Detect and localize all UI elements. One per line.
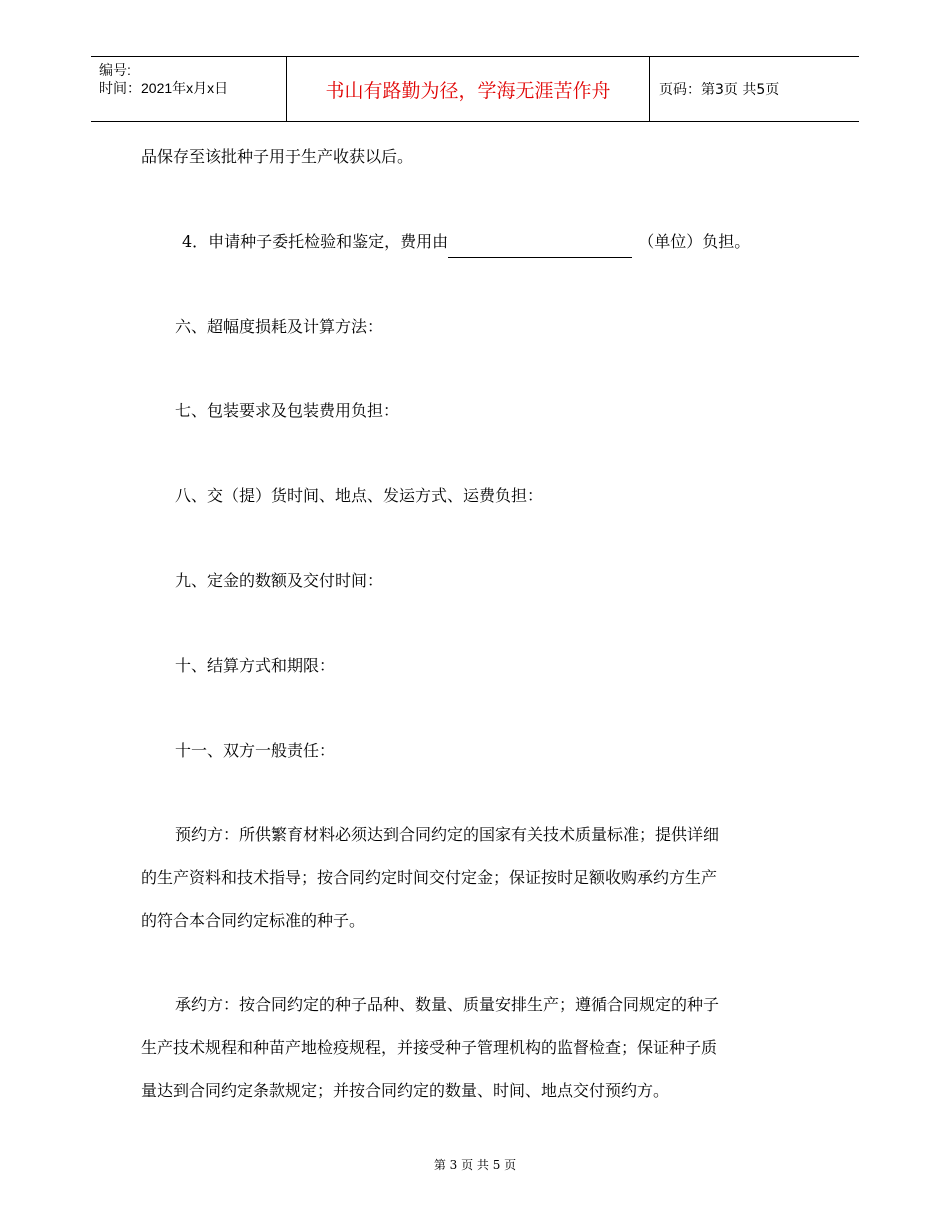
party-a-line-2: 的生产资料和技术指导；按合同约定时间交付定金；保证按时足额收购承约方生产	[141, 868, 718, 887]
party-b-line-3: 量达到合同约定条款规定；并按合同约定的数量、时间、地点交付预约方。	[141, 1081, 670, 1100]
section-7-heading: 七、包装要求及包装费用负担：	[175, 401, 400, 420]
section-8-heading: 八、交（提）货时间、地点、发运方式、运费负担：	[175, 486, 544, 505]
document-time-label: 时间：2021年x月x日	[99, 80, 229, 96]
header-motto: 书山有路勤为径，学海无涯苦作舟	[325, 79, 611, 102]
section-11-heading: 十一、双方一般责任：	[175, 741, 336, 760]
page-footer: 第 3 页 共 5 页	[433, 1158, 517, 1172]
section-10-heading: 十、结算方式和期限：	[175, 656, 336, 675]
party-a-line-3: 的符合本合同约定标准的种子。	[141, 911, 366, 930]
item-4-prefix: 4．申请种子委托检验和鉴定，费用由	[182, 232, 449, 251]
item-4	[182, 225, 750, 258]
section-6-heading: 六、超幅度损耗及计算方法：	[175, 317, 384, 336]
party-b-line-2: 生产技术规程和种苗产地检疫规程，并接受种子管理机构的监督检查；保证种子质	[141, 1038, 718, 1057]
continued-line: 品保存至该批种子用于生产收获以后。	[141, 147, 414, 166]
item-4-suffix: （单位）负担。	[638, 232, 751, 251]
page-header	[91, 56, 859, 122]
fee-payer-blank	[448, 238, 632, 258]
header-divider-right	[649, 57, 650, 121]
header-page-info: 页码：第3页 共5页	[659, 82, 780, 98]
document-number-label: 编号:	[99, 62, 131, 78]
party-b-line-1: 承约方：按合同约定的种子品种、数量、质量安排生产；遵循合同规定的种子	[175, 995, 720, 1014]
header-meta	[99, 61, 287, 97]
section-9-heading: 九、定金的数额及交付时间：	[175, 571, 384, 590]
party-a-line-1: 预约方：所供繁育材料必须达到合同约定的国家有关技术质量标准；提供详细	[175, 825, 720, 844]
